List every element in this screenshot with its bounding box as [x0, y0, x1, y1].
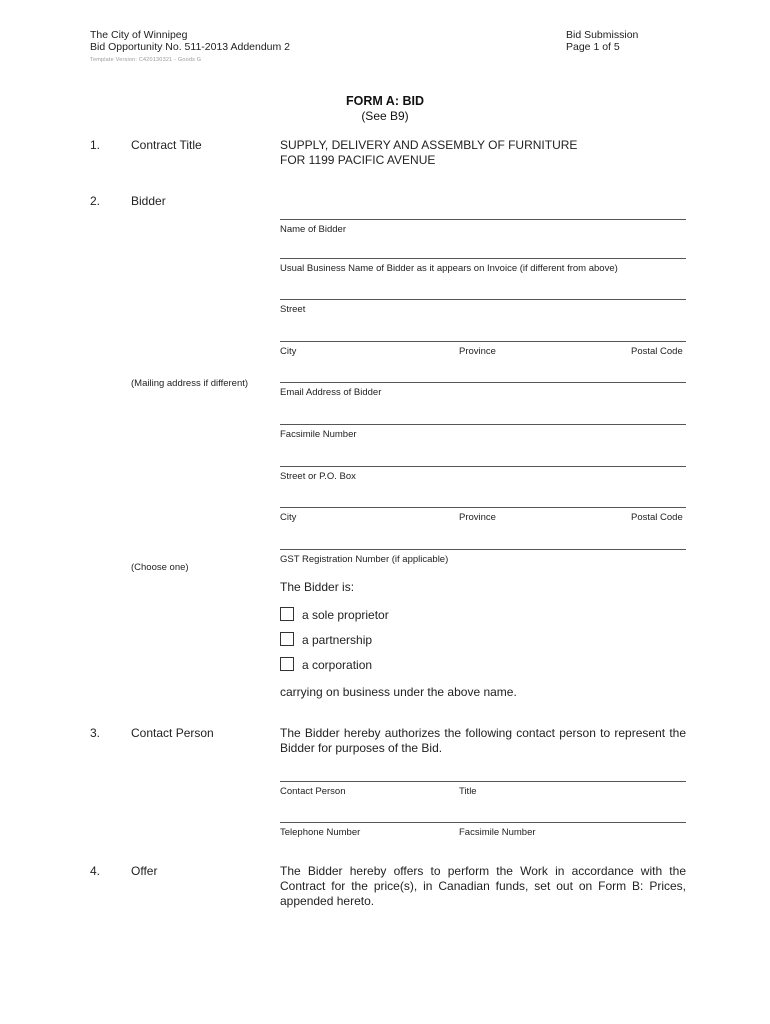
street-line[interactable] [280, 299, 686, 300]
gst-line[interactable] [280, 549, 686, 550]
po-box-label: Street or P.O. Box [280, 471, 356, 482]
header-template-version: Template Version: C420130321 - Goods G [90, 57, 202, 63]
sole-proprietor-label: a sole proprietor [302, 608, 389, 622]
email-line[interactable] [280, 382, 686, 383]
header-page-number: Page 1 of 5 [566, 41, 620, 53]
section-4-number: 4. [90, 864, 101, 878]
mailing-postal-code-label: Postal Code [631, 512, 683, 523]
mailing-city-label: City [280, 512, 297, 523]
partnership-label: a partnership [302, 633, 373, 647]
facsimile-line[interactable] [280, 424, 686, 425]
contact-title-label: Title [459, 786, 477, 797]
section-3-number: 3. [90, 726, 101, 740]
offer-paragraph: The Bidder hereby offers to perform the Work in accordance with the Contract for the price(s), in Canadian funds, set out on Form B: Prices, appended hereto. [280, 864, 686, 908]
contact-person-label: Contact Person [280, 786, 346, 797]
corporation-label: a corporation [302, 658, 373, 672]
choose-one-note: (Choose one) [131, 562, 189, 573]
contact-person-paragraph: The Bidder hereby authorizes the following contact person to represent the Bidder for purposes of the Bid. [280, 726, 686, 755]
corporation-checkbox[interactable] [280, 657, 294, 671]
carrying-on-business-text: carrying on business under the above name. [280, 685, 517, 699]
street-label: Street [280, 304, 306, 315]
province-label: Province [459, 346, 496, 357]
city-province-postal-line[interactable] [280, 341, 686, 342]
section-2-label: Bidder [131, 194, 166, 208]
section-2-number: 2. [90, 194, 101, 208]
facsimile-label: Facsimile Number [280, 429, 357, 440]
form-subtitle: (See B9) [361, 109, 409, 123]
mailing-address-note: (Mailing address if different) [131, 378, 249, 389]
postal-code-label: Postal Code [631, 346, 683, 357]
section-1-label: Contract Title [131, 138, 202, 152]
mailing-city-province-postal-line[interactable] [280, 507, 686, 508]
usual-business-name-line[interactable] [280, 258, 686, 259]
contact-facsimile-label: Facsimile Number [459, 827, 536, 838]
usual-business-name-label: Usual Business Name of Bidder as it appears on Invoice (if different from above) [280, 263, 618, 274]
mailing-province-label: Province [459, 512, 496, 523]
sole-proprietor-checkbox[interactable] [280, 607, 294, 621]
partnership-checkbox[interactable] [280, 632, 294, 646]
bidder-name-line[interactable] [280, 219, 686, 220]
section-4-label: Offer [131, 864, 158, 878]
contract-title-line-1: SUPPLY, DELIVERY AND ASSEMBLY OF FURNITURE [280, 138, 578, 152]
section-1-number: 1. [90, 138, 101, 152]
city-label: City [280, 346, 297, 357]
header-bid-submission: Bid Submission [566, 29, 639, 41]
contract-title-line-2: FOR 1199 PACIFIC AVENUE [280, 153, 436, 167]
po-box-line[interactable] [280, 466, 686, 467]
telephone-facsimile-line[interactable] [280, 822, 686, 823]
email-label: Email Address of Bidder [280, 387, 382, 398]
form-title: FORM A: BID [346, 94, 424, 108]
bidder-is-label: The Bidder is: [280, 580, 355, 594]
section-3-label: Contact Person [131, 726, 214, 740]
header-bid-opportunity: Bid Opportunity No. 511-2013 Addendum 2 [90, 41, 291, 53]
header-city: The City of Winnipeg [90, 29, 188, 41]
bidder-name-label: Name of Bidder [280, 224, 347, 235]
gst-label: GST Registration Number (if applicable) [280, 554, 449, 565]
contact-person-title-line[interactable] [280, 781, 686, 782]
telephone-number-label: Telephone Number [280, 827, 361, 838]
